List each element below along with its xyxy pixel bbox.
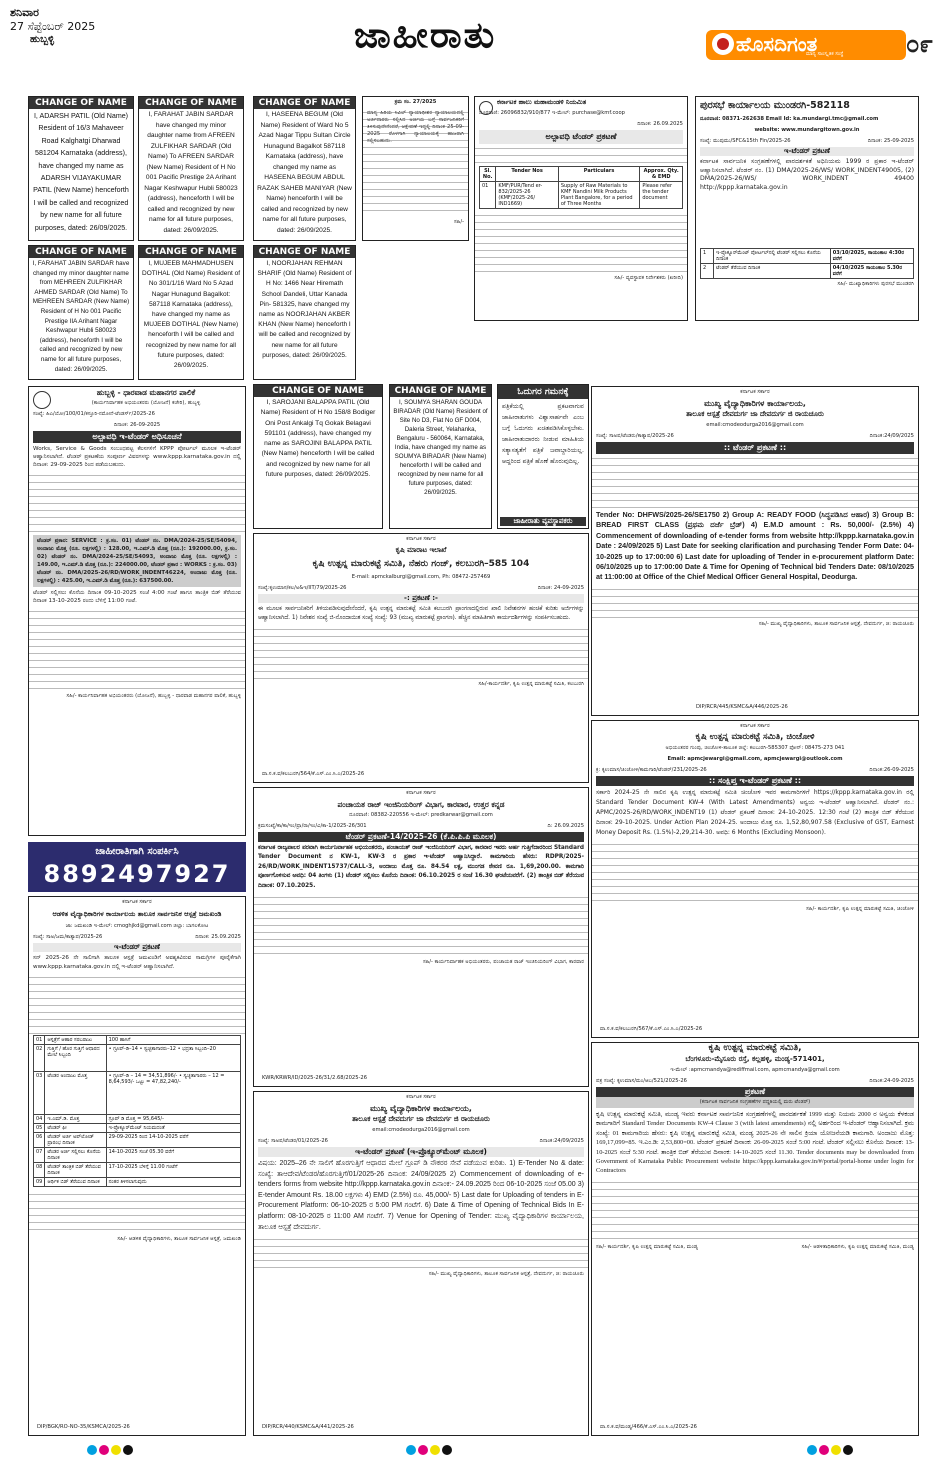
notice-date: ದಿ: 26.09.2025 [547, 823, 584, 829]
office-title2: ಕೃಷಿ ಉತ್ಪನ್ನ ಮಾರುಕಟ್ಟೆ ಸಮಿತಿ, ನೆಹರು ಗಂಜ್, ಕಲಬುರಗಿ–585 104 [312, 559, 530, 569]
cell: KMF/PUR/Tend er-832/2025-26 (KMF/2025-26/ IND1669) [496, 182, 558, 209]
hdmc-sub: (ಕಾರ್ಯನಿರ್ವಾಹಕ ಅಭಿಯಂತರರು (ಯೋಜನೆ) ಕಚೇರಿ), ಹುಬ್ಬಳ್ಳಿ [91, 400, 201, 406]
kmf-table [479, 166, 683, 209]
office-title2: ಬೆಂಗಳೂರು-ಮೈಸೂರು ರಸ್ತೆ, ಕಲ್ಲಹಳ್ಳಿ, ಮಂಡ್ಯ-571401, [685, 1055, 825, 1063]
hdmc-tail: ಟೆಂಡರ್ ಸಲ್ಲಿಸಲು ಕೊನೆಯ ದಿನಾಂಕ 09-10-2025 ಸಂಜೆ 4:00 ಗಂಟೆ ಹಾಗೂ ತಾಂತ್ರಿಕ ಬಿಡ್ ತೆರೆಯುವ ದಿನಾಂಕ 13-10-2025 ರಂದು ಬೆಳಿಗ್ಗೆ 11:00 ಗಂಟೆ. [33, 590, 241, 604]
office-title: ಕೃಷಿ ಮಾರಾಟ ಇಲಾಖೆ [395, 546, 447, 554]
cell: 06 [34, 1133, 45, 1148]
ad-body: I, SOUMYA SHARAN GOUDA BIRADAR (Old Name) Resident of Site No D3, Flat No GF D004, Daleria Street, Yelahanka, Bengaluru - 560064, Karnataka, India, have changed my name as SOUMYA BIRADAR (New Name) henceforth I will be called and recognized by new name for all future purposes, dated: 26/09/2025. [393, 399, 488, 496]
office-title: ಕೃಷಿ ಉತ್ಪನ್ನ ಮಾರುಕಟ್ಟೆ ಸಮಿತಿ, ಚಿಂಚೋಳಿ [695, 732, 815, 742]
ad-body: I, SAROJANI BALAPPA PATIL (Old Name) Resident of H No 158/8 Bodiger Oni Post Ankalgi Tq Gokak Belagavi 591101 (address), have changed my name as SAROJINI BALAPPA PATIL (New Name) henceforth I will be called and recognized by new name for all future purposes, dated: 26/09/2025. [260, 399, 376, 479]
mundargi-tender-notice [695, 96, 919, 321]
chincholi-apmc-notice [591, 720, 919, 1038]
masthead [0, 0, 945, 96]
brand-logo [706, 30, 906, 60]
kmf-contact: ದೂರವಾಣಿ: 26096832/910/877 ಇ-ಮೇಲ್: purchase@kmf.coop [479, 110, 625, 116]
hdmc-org: ಹುಬ್ಬಳ್ಳಿ - ಧಾರವಾಡ ಮಹಾನಗರ ಪಾಲಿಕೆ [96, 388, 196, 397]
name-change-ad [253, 245, 356, 380]
name-change-ad [253, 96, 356, 241]
name-change-ad [253, 384, 383, 529]
color-registration-marks [405, 1440, 453, 1459]
cell: ಗುತ್ತಿಗೆ / ಹೊರ ಗುತ್ತಿಗೆ ಆಧಾರದ ಮೇಲೆ ಸಿಬ್ಬಂದಿ [45, 1045, 106, 1072]
notice-body: Tender No: DHFWS/2025-26/SE1750 2) Group A: READY FOOD (ಸಿದ್ಧಪಡಿಸಿದ ಆಹಾರ) 3) Group B: BREAD FIRST CLASS (ಪ್ರಥಮ ದರ್ಜೆ ಬ್ರೆಡ್) 4) E.M.D amount : Rs. 50,000/- (2.5%) 4) Commencement of downloading of e-tender forms from website http://kppp.karnataka.gov.in Date : 24/09/2025 5) Last Date for seeking clarification and purchasing Tender Form Date: 04-10-2025 up to 17:00:00 6) Last date for uploading of Tender in e-procurement platform Date: 06/10/2025 up to 17:00:00 Date & Time for Opening of Technical bid Tenders Date: 08/10/2025 at 11:00:00 at Office of the Chief Medical Officer General Hospital, Deodurga. [596, 510, 914, 582]
table-row: 2 ಟೆಂಡರ್ ತೆರೆಯುವ ದಿನಾಂಕ 04/10/2025 ಸಾಯಂಕಾಲ 5.30ರ ವರೆಗೆ [701, 264, 914, 279]
hdmc-date: ದಿನಾಂಕ: 26-09-2025 [113, 422, 161, 428]
notice-date: ದಿನಾಂಕ:24/09/2025 [869, 433, 914, 439]
brand-name: ಹೊಸದಿಗಂತ [736, 32, 818, 56]
col-header: Approx. Qty. & EMD [640, 167, 683, 182]
notice-subtitle2: (ಕರ್ನಾಟಕ ಸಾರ್ವಜನಿಕ ಸಂಗ್ರಹಣೆಗಳ ಪದ್ಧತಿಯಲ್ಲಿ ಮರು ಟೆಂಡರ್) [596, 1097, 914, 1108]
name-change-ad [389, 384, 492, 529]
cell: Supply of Raw Materials to KMF Nandini Milk Products Plant Bangalore, for a period of Three Months [558, 182, 640, 209]
table-row [480, 182, 683, 209]
cell: 04/10/2025 ಸಾಯಂಕಾಲ 5.30ರ ವರೆಗೆ [830, 264, 913, 279]
office-email: email:cmodeodurga2016@gmail.com [372, 1127, 470, 1133]
gov-label: ಕರ್ನಾಟಕ ಸರ್ಕಾರ [740, 723, 770, 729]
cell: 01 [480, 182, 496, 209]
cell: 03/10/2025, ಸಾಯಂಕಾಲ 4:30ರ ವರೆಗೆ [830, 249, 913, 264]
office-title2: ತಾಲೂಕ ಆಸ್ಪತ್ರೆ ದೇವದುರ್ಗ ಜಾ ದೇವದುರ್ಗ ಜಿ ರಾಯಚೂರು [686, 410, 824, 418]
cell: ಟೆಂಡರ್ ತಾಂತ್ರಿಕ ಬಿಡ್ ತೆರೆಯುವ ದಿನಾಂಕ [45, 1163, 106, 1178]
hdmc-grey-box: ಟೆಂಡರ್ ಪ್ರಕಾರ: SERVICE : ಕ್ರ.ಸಂ. 01) ಟೆಂಡರ್ ನಂ. DMA/2024-25/SE/54094, ಅಂದಾಜು ಮೊತ್ತ (ರೂ. ಲಕ್ಷಗಳಲ್ಲಿ) : 128.00, ಇ.ಎಮ್.ಡಿ ಮೊತ್ತ (ರೂ.): 192000.00, ಕ್ರ.ಸಂ. 02) ಟೆಂಡರ್ ನಂ. DMA/2024-25/SE/54093, ಅಂದಾಜು ಮೊತ್ತ (ರೂ. ಲಕ್ಷಗಳಲ್ಲಿ) : 149.00, ಇ.ಎಮ್.ಡಿ ಮೊತ್ತ (ರೂ.): 224000.00, ಟೆಂಡರ್ ಪ್ರಕಾರ : WORKS : ಕ್ರ.ಸಂ. 03) ಟೆಂಡರ್ ನಂ. DMA/2025-26/RD/WORK_INDENT46224, ಅಂದಾಜು ಮೊತ್ತ (ರೂ. ಲಕ್ಷಗಳಲ್ಲಿ) : 425.00, ಇ.ಎಮ್.ಡಿ ಮೊತ್ತ (ರೂ.): 637500.00. [33, 535, 241, 587]
cell: • ಗ್ರೂಪ್-ಡಿ–14 • ಸ್ವಚ್ಛತಾಗಾರರು–12 • ಭದ್ರತಾ ಸಿಬ್ಬಂದಿ–20 [106, 1045, 240, 1072]
name-change-ad [28, 245, 134, 380]
gov-label: ಕರ್ನಾಟಕ ಸರ್ಕಾರ [406, 536, 436, 542]
sun-icon [712, 33, 734, 55]
mundargi-subtitle: ಇ-ಟೆಂಡರ್ ಪ್ರಕಟಣೆ [700, 147, 914, 156]
col-header: Sl. No. [480, 167, 496, 182]
notice-code: ವಾ.ಸ.ಕ.ವ/ಕಲಬುರಗಿ/564/ಕೆ.ಎಸ್.ಎಂ.ಸಿ.ಎ/2025-26 [262, 771, 365, 777]
hdmc-footer: ಸಹಿ/- ಕಾರ್ಯನಿರ್ವಾಹಕ ಅಭಿಯಂತರರು (ಯೋಜನೆ), ಹುಬ್ಬಳ್ಳಿ - ಧಾರವಾಡ ಮಹಾನಗರ ಪಾಲಿಕೆ, ಹುಬ್ಬಳ್ಳಿ [66, 693, 241, 699]
table-row: 1 ಇ-ಪ್ರೊಕ್ಯೂರ್‌ಮೆಂಟ್ ಪೋರ್ಟಲ್‌ನಲ್ಲಿ ಟೆಂಡರ್ ಸಲ್ಲಿಸಲು ಕೊನೆಯ ದಿನಾಂಕ 03/10/2025, ಸಾಯಂಕಾಲ 4:30ರ ವರೆಗೆ [701, 249, 914, 264]
notice-footer: ಸಹಿ/- ಕಾರ್ಯದರ್ಶಿ, ಕೃಷಿ ಉತ್ಪನ್ನ ಮಾರುಕಟ್ಟೆ ಸಮಿತಿ, ಚಿಂಚೋಳಿ [806, 906, 914, 912]
notice-date: ದಿನಾಂಕ:24/09/2025 [539, 1138, 584, 1144]
notice-footer-left: ಸಹಿ/- ಕಾರ್ಯದರ್ಶಿ, ಕೃಷಿ ಉತ್ಪನ್ನ ಮಾರುಕಟ್ಟೆ ಸಮಿತಿ, ಮಂಡ್ಯ [596, 1243, 698, 1250]
hdmc-tender-notice [28, 386, 246, 836]
notice-date: ದಿನಾಂಕ:24-09-2025 [869, 1078, 914, 1084]
notice-code: DIP/BGK/RO-NO-35/KSMCA/2025-26 [37, 1424, 130, 1430]
office-title: ಮುಖ್ಯ ವೈದ್ಯಾಧಿಕಾರಿಗಳ ಕಾರ್ಯಾಲಯ, [704, 399, 806, 408]
office-contact: ದೂರವಾಣಿ: 08382-220556 ಇ-ಮೇಲ್: predkarwar@gmail.com [349, 812, 493, 818]
hdmc-ref: ಸಂಖ್ಯೆ: ಹಿಎ/ಯೋ/100/01/ಕಸ್ತೂರಿ-ನಮೋನೆ-ಟೆಂಡರ್ಸ್/2025-26 [33, 411, 155, 417]
table-row [34, 1072, 241, 1115]
cell: Please refer the tender document [640, 182, 683, 209]
cell: 05 [34, 1124, 45, 1133]
ad-title: CHANGE OF NAME [139, 97, 243, 109]
notice-ref: ಸಂಖ್ಯೆ: ಸಾಅ/ಜಮ/ಕಾತ್ಯಾಪ/2025-26 [33, 934, 103, 940]
notice-subtitle: :: ಸಂಕ್ಷಿಪ್ತ ಇ-ಟೆಂಡರ್ ಪ್ರಕಟಣೆ :: [596, 776, 914, 786]
readers-body: ಪತ್ರಿಕೆಯಲ್ಲಿ ಪ್ರಕಟವಾಗುವ ಜಾಹೀರಾತುಗಳು ವಿಶ್ವಾಸಾರ್ಹವೇ ಎಂಬ ಬಗ್ಗೆ ಓದುಗರು ಖಚಿತಪಡಿಸಿಕೊಳ್ಳಬೇಕು. ಜಾಹೀರಾತುದಾರರು ನೀಡುವ ಮಾಹಿತಿಯ ಸತ್ಯಾಸತ್ಯತೆಗೆ ಪತ್ರಿಕೆ ಜವಾಬ್ದಾರಿಯಲ್ಲ. ಆದ್ದರಿಂದ ಪತ್ರಿಕೆ ಹೊಣೆ ಹೊರುವುದಿಲ್ಲ. [502, 403, 584, 465]
header-date: 27 ಸೆಪ್ಟೆಂಬರ್ 2025 [10, 20, 96, 33]
notice-ref: ಕ್ರಮಸಂಖ್ಯೆ/ಕಾ/ಕಾ/ಇಂ/ಪ್ರಾ/ರಾ/ಇಂ/ವಿ/ಕಾ-1/2025-26/301 [258, 823, 367, 829]
mundargi-footer: ಸಹಿ/- ಮುಖ್ಯಾಧಿಕಾರಿಗಳು ಪುರಸಭೆ ಮುಂಡರಗಿ [837, 281, 914, 287]
deodurga-tender-notice [591, 386, 919, 716]
cell: 04 [34, 1115, 45, 1124]
kmf-title: ಅಲ್ಪಾವಧಿ ಟೆಂಡರ್ ಪ್ರಕಟಣೆ [479, 130, 683, 144]
ad-body: I, ADARSH PATIL (Old Name) Resident of 16/3 Mahaveer Road Kalghatgi Dharwad 581204 Karnataka (address), have changed my name as ADARSH VIJAYAKUMAR PATIL (New Name) henceforth I will be called and recognized by new name for all future purposes, dated: 26/09/2025. [33, 112, 129, 232]
hdmc-title: ಅಲ್ಪಾವಧಿ ಇ-ಟೆಂಡರ್ ಅಧಿಸೂಚನೆ [33, 431, 241, 443]
notice-signature: ಸಹಿ/- [454, 219, 464, 225]
ad-title: CHANGE OF NAME [254, 385, 382, 397]
ad-body: I, FARAHAT JABIN SARDAR have changed my minor daughter name from MEHREEN ZULFIKHAR AHMED SARDAR (Old Name) To MEHREEN SARDAR (New Name) Resident of H No 001 Pacific Prestige IIA Arihant Nagar Keshwapur Hubli 580023 (address), henceforth I will be called and recognized by new name for all future purposes, dated: 26/09/2025. [32, 260, 130, 373]
office-email: ಇ-ಮೇಲ್ :apmcmandya@rediffmail.com, apmcmandya@gmail.com [670, 1067, 840, 1073]
office-email: Email: apmcjewargi@gmail.com, apmcjewargi@outlook.com [667, 756, 843, 762]
notice-ref: ಕ್ರಮ ಸಂ. 27/2025 [394, 99, 437, 105]
cell: ನಂತರ ತಿಳಿಸಲಾಗುವುದು [106, 1178, 240, 1187]
cell: ಟೆಂಡರ ಅಂದಾಜು ಮೊತ್ತ [45, 1072, 106, 1115]
ad-body: I, FARAHAT JABIN SARDAR have changed my minor daughter name from AFREEN ZULFIKHAR SARDAR (Old Name) To AFREEN SARDAR (New Name) Resident of H No 001 Pacific Prestige 2A Arihant Nagar Keshwapur Hubli 580023 (address), henceforth I will be called and recognized by new name for all future purposes, dated: 26/09/2025. [144, 111, 238, 234]
notice-ref: ಸಂಖ್ಯೆ:ಕೃಉಮಾಸ/ಕಲ/ಅ&ಇ/IIT/79/2025-26 [258, 585, 347, 591]
office-email: email:cmodeodurga2016@gmail.com [706, 422, 804, 428]
kmf-logo-icon [479, 101, 493, 115]
cell: 03 [34, 1072, 45, 1115]
cell: ಇ.ಎಮ್.ಡಿ. ಮೊತ್ತ [45, 1115, 106, 1124]
table-row [34, 1178, 241, 1187]
brand-tagline: ಮಾನ್ಯ ಸಾಂಸ್ಕೃತಿಕ ಸಂಸ್ಥೆ [806, 51, 844, 57]
notice-footer: ಸಹಿ/- ಮುಖ್ಯ ವೈದ್ಯಾಧಿಕಾರಿಗಳು, ತಾಲೂಕ ಸಾರ್ವಜನಿಕ ಆಸ್ಪತ್ರೆ, ದೇವದುರ್ಗ, ಜಿ: ರಾಯಚೂರು [758, 620, 914, 627]
cell: 17-10-2025 ಬೆಳಿಗ್ಗೆ 11.00 ಗಂಟೆಗೆ [106, 1163, 240, 1178]
color-registration-marks [806, 1440, 854, 1459]
gov-label: ಕರ್ನಾಟಕ ಸರ್ಕಾರ [406, 1094, 436, 1100]
mundargi-date: ದಿನಾಂಕ: 25-09-2025 [867, 138, 914, 144]
office-title: ಕೃಷಿ ಉತ್ಪನ್ನ ಮಾರುಕಟ್ಟೆ ಸಮಿತಿ, [708, 1043, 802, 1053]
notice-body: ಕೃಷಿ ಉತ್ಪನ್ನ ಮಾರುಕಟ್ಟೆ ಸಮಿತಿ, ಮಂಡ್ಯ ಇವರು ಕರ್ನಾಟಕ ಸಾರ್ವಜನಿಕ ಸಂಗ್ರಹಣೆಗಳಲ್ಲಿ ಪಾರದರ್ಶಕತೆ 1999 ಮತ್ತು ನಿಯಮ 2000 ರ ಅನ್ವಯ ಕೆಳಕಂಡ ಕಾಮಗಾರಿಗೆ Standard Tender Documents KW-4 Clause 3 (with latest amendments) ನಲ್ಲಿ ಅರ್ಹರಿಂದ ಇ-ಟೆಂಡರ್ ಆಹ್ವಾನಿಸಲಾಗಿದೆ. ಕ್ರಮ ಸಂಖ್ಯೆ: 01 ಕಾಮಗಾರಿಯ ಹೆಸರು: ಕೃಷಿ ಉತ್ಪನ್ನ ಮಾರುಕಟ್ಟೆ ಸಮಿತಿ, ಮಂಡ್ಯ 2025-26 ನೇ ಸಾಲಿನ ಕ್ರಿಯಾ ಯೋಜನೆಯಡಿ ಕಾಮಗಾರಿ. ಅಂದಾಜು ಮೊತ್ತ: 169,17,099=85. ಇ.ಎಂ.ಡಿ: 2,53,800=00. ಟೆಂಡರ್ ಪ್ರಕಟಣೆ ದಿನಾಂಕ: 26-09-2025 ಸಂಜೆ 5:00 ಗಂಟೆ. ಟೆಂಡರ್ ಸಲ್ಲಿಸಲು ಕೊನೆಯ ದಿನಾಂಕ: 13-10-2025 ಸಂಜೆ 5:30 ಗಂಟೆ. ತಾಂತ್ರಿಕ ಬಿಡ್ ತೆರೆಯುವ ದಿನಾಂಕ: 14-10-2025 ಸಂಜೆ 11.30. Tender documents may be downloaded from Government of Karnataka Public Procurement website https://kppp.karnataka.gov.in/#/portal/portal-home under login for Contractors [596, 1111, 914, 1175]
ad-title: CHANGE OF NAME [29, 97, 133, 109]
cell: ಇ-ಪ್ರೊಕ್ಯೂರ್‌ಮೆಂಟ್ ಪೋರ್ಟಲ್‌ನಲ್ಲಿ ಟೆಂಡರ್ ಸಲ್ಲಿಸಲು ಕೊನೆಯ ದಿನಾಂಕ [714, 249, 831, 264]
name-change-ad [28, 96, 134, 241]
mundargi-ref: ಸಂಖ್ಯೆ: ಮುಪುಮು/SFC&15th Fin/2025-26 [700, 138, 791, 144]
notice-ref: ಸಂಖ್ಯೆ: ಸಾಅಪ/ಟೆಂಡರ/01/2025-26 [258, 1138, 328, 1144]
gov-label: ಕರ್ನಾಟಕ ಸರ್ಕಾರ [122, 899, 152, 905]
readers-title: ಓದುಗರ ಗಮನಕ್ಕೆ [498, 385, 588, 399]
notice-date: ದಿನಾಂಕ: 25.09.2025 [195, 934, 241, 940]
notice-subtitle: ಟೆಂಡರ್ ಪ್ರಕಟಣೆ-14/2025-26 (ಕೆ.ಪಿ.ಪಿ.ಪಿ ಮೂಲಕ) [258, 832, 584, 842]
table-row [34, 1115, 241, 1124]
cell: ಟೆಂಡರ ಅರ್ಜಿ ಸಲ್ಲಿಸಲು ಕೊನೆಯ ದಿನಾಂಕ [45, 1148, 106, 1163]
deodurga-outsourcing-notice [253, 1091, 589, 1436]
office-title: ಪಂಚಾಯತ ರಾಜ್ ಇಂಜಿನಿಯರಿಂಗ್ ವಿಭಾಗ, ಕಾರವಾರ, ಉತ್ತರ ಕನ್ನಡ [337, 800, 505, 809]
readers-notice [497, 384, 589, 529]
court-notice [362, 96, 469, 241]
notice-ref: ಪತ್ರ ಸಂಖ್ಯೆ: ಕೃಉಮಾಸ/ಮಂ/ಆಬ/521/2025-26 [596, 1078, 687, 1084]
notice-body: ಈ ಮೂಲಕ ಸಾರ್ವಜನಿಕರಿಗೆ ತಿಳಿಯಪಡಿಸುವುದೇನೆಂದರೆ, ಕೃಷಿ ಉತ್ಪನ್ನ ಮಾರುಕಟ್ಟೆ ಸಮಿತಿ ಕಲಬುರಗಿ ಪ್ರಾಂಗಣದಲ್ಲಿರುವ ಖಾಲಿ ನಿವೇಶನಗಳ ಹಂಚಿಕೆ ಕುರಿತು ಅರ್ಜಿಗಳನ್ನು ಆಹ್ವಾನಿಸಲಾಗಿದೆ. 1) ನಿವೇಶನ ಸಂಖ್ಯೆ ಜಿ-ನೊಂದಾಯಿತ ಸಂಖ್ಯೆ ಸಂಖ್ಯೆ: 93 (ಮುಖ್ಯ ಮಾರುಕಟ್ಟೆ ಪ್ರಾಂಗಣ). ಹೆಚ್ಚಿನ ಮಾಹಿತಿಗಾಗಿ ಕಾರ್ಯದರ್ಶಿಗಳನ್ನು ಸಂಪರ್ಕಿಸಬಹುದು. [258, 606, 584, 621]
advert-contact-banner [28, 842, 246, 892]
notice-body: ಸರ್ಕಾರಿ 2024-25 ನೇ ಸಾಲಿನ ಕೃಷಿ ಉತ್ಪನ್ನ ಮಾರುಕಟ್ಟೆ ಸಮಿತಿ ಚಿಂಚೋಳಿ ಇವರ ಕಾಮಗಾರಿಗಳಿಗೆ https://kppp.karnataka.gov.in ರಲ್ಲಿ Standard Tender Document KW-4 (With Latest Amendments) ಅನ್ವಯ ಇ-ಟೆಂಡರ್ ಆಹ್ವಾನಿಸಲಾಗಿದೆ. ಟೆಂಡರ್ ನಂ.: APMC/2025-26/RD/WORK_INDENT19 (1) ಟೆಂಡರ್ ಪ್ರಕಟಣೆ ದಿನಾಂಕ: 24-10-2025. 12:30 ಗಂಟೆ (2) ತಾಂತ್ರಿಕ ಬಿಡ್ ತೆರೆಯುವ ದಿನಾಂಕ: 29-10-2025. Under Action Plan 2024-25. ಅಂದಾಜು ಮೊತ್ತ ರೂ. 1,52,80,907.58 (Exclusive of GST, Earnest Money Deposit Rs. (1.5%)-2,29,214-30. ಅವಧಿ: 6 Months (Excluding Monsoon). [596, 789, 914, 836]
cell: 07 [34, 1148, 45, 1163]
cell: ಗ್ರೂಪ್ ಡಿ ಮೊತ್ತ = 95,645/- [106, 1115, 240, 1124]
notice-footer: ಸಹಿ/- ಕಾರ್ಯನಿರ್ವಾಹಕ ಅಭಿಯಂತರರು, ಪಂಚಾಯತ ರಾಜ್ ಇಂಜಿನಿಯರಿಂಗ್ ವಿಭಾಗ, ಕಾರವಾರ [422, 959, 584, 966]
mundargi-dates-table [700, 248, 914, 279]
cell: ಟೆಂಡರ್ ತೆರೆಯುವ ದಿನಾಂಕ [714, 264, 831, 279]
notice-subtitle: :: ಟೆಂಡರ್ ಪ್ರಕಟಣೆ :: [596, 442, 914, 454]
cell: • ಗ್ರೂಪ್-ಡಿ – 14 = 34,51,896/- • ಸ್ವಚ್ಛತಾಗಾರರು – 12 = 8,64,593/- ಒಟ್ಟು = 47,82,240/- [106, 1072, 240, 1115]
ad-title: CHANGE OF NAME [29, 246, 133, 258]
notice-code: DIP/RCR/445/KSMC&A/446/2025-26 [696, 704, 788, 710]
notice-footer: ಸಹಿ/- ಮುಖ್ಯ ವೈದ್ಯಾಧಿಕಾರಿಗಳು, ತಾಲೂಕ ಸಾರ್ವಜನಿಕ ಆಸ್ಪತ್ರೆ, ದೇವದುರ್ಗ, ಜಿ: ರಾಯಚೂರು [428, 1271, 584, 1278]
ad-title: CHANGE OF NAME [390, 385, 491, 397]
table-row [34, 1163, 241, 1178]
mundargi-title: ಪುರಸಭೆ ಕಾರ್ಯಾಲಯ ಮುಂಡರಗಿ-582118 [700, 100, 850, 111]
contact-label: ಜಾಹೀರಾತಿಗಾಗಿ ಸಂಪರ್ಕಿಸಿ [95, 846, 179, 857]
notice-body: ಮಾನ್ಯ ಹಿರಿಯ ಸಿವಿಲ್ ನ್ಯಾಯಾಧೀಶರ ನ್ಯಾಯಾಲಯದಲ್ಲಿ ಅರ್ಜಿದಾರರು ಸಲ್ಲಿಸಿದ ಅರ್ಜಿಯ ಬಗ್ಗೆ ಸಾರ್ವಜನಿಕರಿಗೆ ತಿಳಿಸುವುದೇನೆಂದರೆ, ಆಕ್ಷೇಪಣೆ ಇದ್ದಲ್ಲಿ ದಿನಾಂಕ 25-09-2025 ರೊಳಗಾಗಿ ನ್ಯಾಯಾಲಯಕ್ಕೆ ಹಾಜರಾಗಿ ಸಲ್ಲಿಸಬಹುದು. [363, 108, 468, 217]
notice-subtitle: ಪ್ರಕಟಣೆ [596, 1087, 914, 1097]
col-header: Tender Nos [496, 167, 558, 182]
name-change-ad [138, 245, 244, 380]
karwar-pred-notice [253, 787, 589, 1087]
ad-body: I, HASEENA BEGUM (Old Name) Resident of Ward No 5 Azad Nagar Tippu Sultan Circle Hunagund Bagalkot 587118 Karnataka (address), have changed my name as HASEENA BEGUM ABDUL RAZAK SAHEB MANIYAR (New Name) henceforth I will be called and recognized by new name for all future purposes, dated: 26/09/2025. [257, 111, 352, 234]
jamakhandi-hospital-notice [28, 896, 246, 1436]
cell: ಟೆಂಡರ್ ಅರ್ಜಿ ಅಪ್‌ಲೋಡ್ ಪ್ರಾರಂಭ ದಿನಾಂಕ [45, 1133, 106, 1148]
section-title: ಜಾಹೀರಾತು [353, 15, 497, 56]
mundargi-contact: ದೂರವಾಣಿ: 08371-262638 Email Id: ka.mundargi.tmc@gmail.com [700, 116, 879, 122]
office-contact: ಅಭಿಯಂತರರ ಗುಂಪು, ಚಿಂಚೋಳಿ-ತಾಲೂಕ ಜಿಲ್ಲೆ: ಕಲಬುರಗಿ-585307 ಫೋನ್: 08475-273 041 [665, 745, 845, 751]
notice-date: ದಿನಾಂಕ:26-09-2025 [869, 767, 914, 773]
cell: ಆರ್ಥಿಕ ಬಿಡ್ ತೆರೆಯುವ ದಿನಾಂಕ [45, 1178, 106, 1187]
notice-code: DIP/RCR/440/KSMC&A/441/2025-26 [262, 1424, 354, 1430]
hdmc-body: Works, Service & Goods ಸಂಬಂಧಪಟ್ಟ ಕೆಲಸಗಳಿಗೆ KPPP ಪೋರ್ಟಲ್ ಮೂಲಕ ಇ-ಟೆಂಡರ್ ಆಹ್ವಾನಿಸಲಾಗಿದೆ. ಟೆಂಡರ್ ಪ್ರಕಟಣೆಯ ಸಂಪೂರ್ಣ ವಿವರಗಳನ್ನು www.kppp.karnataka.gov.in ದಲ್ಲಿ ದಿನಾಂಕ: 29-09-2025 ರಿಂದ ಪಡೆಯಬಹುದು. [33, 446, 241, 468]
office-title: ಮುಖ್ಯ ವೈದ್ಯಾಧಿಕಾರಿಗಳ ಕಾರ್ಯಾಲಯ, [370, 1104, 472, 1113]
kmf-date: ದಿನಾಂಕ: 26.09.2025 [637, 121, 683, 127]
notice-code: ವಾ.ಸ.ಕ.ವ/ಕಲಬುರಗಿ/567/ಕೆ.ಎಸ್.ಎಂ.ಸಿ.ಎ/2025-26 [600, 1026, 703, 1032]
notice-date: ದಿನಾಂಕ: 24-09-2025 [537, 585, 584, 591]
emblem-icon [33, 391, 51, 409]
cell: ಆಸ್ಪತ್ರೆಗೆ ಆಹಾರ ಸರಬರಾಜು [45, 1036, 106, 1045]
ad-body: I, NOORJAHAN REHMAN SHARIF (Old Name) Resident of H No: 1466 Near Hiremath School Dandeli, Uttar Kanada Pin- 581325, have changed my name as NOORJAHAN AKBER KHAN (New Name) henceforth I will be called and recognized by new name for all future purposes, dated: 26/09/2025. [257, 260, 352, 359]
notice-footer: ಸಹಿ/- ಆಡಳಿತ ವೈದ್ಯಾಧಿಕಾರಿಗಳು, ತಾಲೂಕ ಸಾರ್ವಜನಿಕ ಆಸ್ಪತ್ರೆ, ಜಮಖಂಡಿ [117, 1236, 241, 1243]
ad-body: I, MUJEEB MAHMADHUSEN DOTIHAL (Old Name) Resident of No 301/1/16 Ward No 5 Azad Nagar Hunagund Bagalkot: 587118 Karnataka (address), have changed my name as MUJEEB DOTIHAL (New Name) henceforth I will be called and recognized by new name for all future purposes, dated: 26/09/2025. [142, 260, 241, 370]
office-contact: E-mail: apmckalburgi@gmail.com, Ph: 08472-257469 [351, 574, 491, 580]
col-header: Particulars [558, 167, 640, 182]
jamakhandi-table [33, 1035, 241, 1187]
readers-footer: ಜಾಹೀರಾತು ವ್ಯವಸ್ಥಾಪಕರು [500, 517, 586, 526]
notice-footer-right: ಸಹಿ/- ಆಡಳಿತಾಧಿಕಾರಿಗಳು, ಕೃಷಿ ಉತ್ಪನ್ನ ಮಾರುಕಟ್ಟೆ ಸಮಿತಿ, ಮಂಡ್ಯ [801, 1243, 914, 1250]
notice-body: ವಿಷಯ: 2025–26 ನೇ ಸಾಲಿಗೆ ಹೊರಗುತ್ತಿಗೆ ಆಧಾರದ ಮೇಲೆ ಗ್ರೂಪ್ ಡಿ ನೌಕರರ ಸೇವೆ ಪಡೆಯುವ ಕುರಿತು. 1) E-Tender No & date: ಸಂಖ್ಯೆ: ತಾಆದೇವ/ಟೆಂಡರ/ಹೊರಗುತ್ತಿಗೆ/01/2025-26 ದಿನಾಂಕ: 24/09/2025 2) Commencement of downloading of e-tenders forms from website http://kppp.karnataka.gov.in ದಿನಾಂಕ:- 24.09.2025 ರಿಂದ 06-10-2025 ಸಂಜೆ 05.00 3) E-tender Amount Rs. 18.00 ಲಕ್ಷಗಳು 4) EMD (2.5%) ರೂ. 45,000/- 5) Last date for Uploading of tenders in E-Procurement Platform: 06-10-2025 ರ 5:00 PM ಗಂಟೆಗೆ. 6) Date & Time of Opening of Technical Bids In E-platform: 08-10-2025 ರ 11:00 AM ಗಂಟೆಗೆ. 7) Venue for Opening of Tender: ಮುಖ್ಯ ವೈದ್ಯಾಧಿಕಾರಿಗಳ ಕಾರ್ಯಾಲಯ, ತಾಲೂಕ ಆಸ್ಪತ್ರೆ ದೇವದುರ್ಗ. [258, 1160, 584, 1231]
cell: 02 [34, 1045, 45, 1072]
cell: 29-09-2025 ರಿಂದ 14-10-2025 ವರೆಗೆ [106, 1133, 240, 1148]
page-number: ೦೯ [906, 30, 933, 58]
table-row [34, 1124, 241, 1133]
gov-label: ಕರ್ನಾಟಕ ಸರ್ಕಾರ [740, 389, 770, 395]
cell: ಟೆಂಡರ್ ಫೀ [45, 1124, 106, 1133]
notice-body: ಕರ್ನಾಟಕ ರಾಜ್ಯಪಾಲರ ಪರವಾಗಿ ಕಾರ್ಯನಿರ್ವಾಹಕ ಅಭಿಯಂತರರು, ಪಂಚಾಯತ್ ರಾಜ್ ಇಂಜಿನಿಯರಿಂಗ್ ವಿಭಾಗ, ಕಾರವಾರ ಇವರು ಅರ್ಹ ಗುತ್ತಿಗೆದಾರರಿಂದ Standard Tender Document ನ KW-1, KW-3 ರ ಪ್ರಕಾರ ಇ-ಟೆಂಡರ್ ಆಹ್ವಾನಿಸಿದ್ದಾರೆ. ಕಾಮಗಾರಿಯ ಹೆಸರು: RDPR/2025-26/RD/WORK_INDENT15737/CALL-3, ಅಂದಾಜು ಮೊತ್ತ ರೂ. 84.54 ಲಕ್ಷ, ಮುಂಗಡ ಠೇವಣಿ ರೂ. 1,69,200.00. ಕಾಮಗಾರಿ ಪೂರ್ಣಗೊಳಿಸುವ ಅವಧಿ: 04 ತಿಂಗಳು (1) ಟೆಂಡರ್ ಸಲ್ಲಿಸಲು ಕೊನೆಯ ದಿನಾಂಕ: 06.10.2025 ರ ಸಂಜೆ 16.30 ಘಂಟೆಯವರೆಗೆ. (2) ತಾಂತ್ರಿಕ ಬಿಡ್ ತೆರೆಯುವ ದಿನಾಂಕ: 07.10.2025. [258, 845, 584, 889]
table-row [34, 1133, 241, 1148]
kmf-tender-notice [474, 96, 688, 321]
table-row [34, 1036, 241, 1045]
kmf-footer: ಸಹಿ/- ವ್ಯವಸ್ಥಾಪಕ ನಿರ್ದೇಶಕರು (ಖರೀದಿ) [614, 275, 683, 281]
color-registration-marks [86, 1440, 134, 1459]
header-city: ಹುಬ್ಬಳ್ಳಿ [30, 34, 55, 45]
contact-phone: 8892497927 [43, 860, 231, 888]
ad-title: CHANGE OF NAME [139, 246, 243, 258]
mandya-apmc-notice [591, 1042, 919, 1436]
notice-intro: ಸನ್ 2025-26 ನೇ ಸಾಲಿಗಾಗಿ ತಾಲೂಕ ಆಸ್ಪತ್ರೆ ಜಮಖಂಡಿಗೆ ಅವಶ್ಯಕವಿರುವ ಸಾಮಗ್ರಿಗಳ ಪೂರೈಕೆಗಾಗಿ www.kppp.karnataka.gov.in ದಲ್ಲಿ ಇ-ಟೆಂಡರ್ ಆಹ್ವಾನಿಸಲಾಗಿದೆ. [33, 955, 241, 970]
cell: ಇ-ಪ್ರೊಕ್ಯೂರ್‌ಮೆಂಟ್ ನಿಯಮದಂತೆ [106, 1124, 240, 1133]
table-row [34, 1045, 241, 1072]
mundargi-body: ಕರ್ನಾಟಕ ಸಾರ್ವಜನಿಕ ಸಂಗ್ರಹಣೆಗಳಲ್ಲಿ ಪಾರದರ್ಶಕತೆ ಅಧಿನಿಯಮ 1999 ರ ಪ್ರಕಾರ ಇ-ಟೆಂಡರ್ ಆಹ್ವಾನಿಸಲಾಗಿದೆ. ಟೆಂಡರ್ ನಂ. (1) DMA/2025-26/WS/ WORK_INDENT49005, (2) DMA/2025-26/WS/ WORK_INDENT 49400 http://kppp.karnataka.gov.in [700, 158, 914, 191]
kalaburagi-apmc-notice [253, 533, 589, 783]
notice-footer: ಸಹಿ/-ಕಾರ್ಯದರ್ಶಿ, ಕೃಷಿ ಉತ್ಪನ್ನ ಮಾರುಕಟ್ಟೆ ಸಮಿತಿ, ಕಲಬುರಗಿ [478, 681, 584, 687]
notice-ref: ಸಂಖ್ಯೆ: ಸಾಅಪ/ಟೆಂಡರು/ಕಾತ್ಯಾಪ/2025-26 [596, 433, 674, 439]
notice-code: KWR/KRWR/ID/2025-26/31/2.68/2025-26 [262, 1075, 367, 1081]
cell: 100 ಹಾಸಿಗೆ [106, 1036, 240, 1045]
notice-subtitle: -: ಪ್ರಕಟಣೆ :- [258, 594, 584, 603]
notice-code: ವಾ.ಸ.ಕ.ವ/ಮಂಡ್ಯ/466/ಕೆ.ಎಸ್.ಎಂ.ಸಿ.ಎ/2025-26 [600, 1424, 697, 1430]
name-change-ad [138, 96, 244, 241]
notice-ref: ಕ್ರ: ಕೃಉಮಾಸ/ಚಿಂಚೋಳಿ/ಕಾಮಗಾರಿ/ಟೆಂಡರ್/231/2025-26 [596, 767, 707, 773]
office-title2: ತಾಲೂಕ ಆಸ್ಪತ್ರೆ ದೇವದುರ್ಗ ಜಾ ದೇವದುರ್ಗ ಜಿ ರಾಯಚೂರು [352, 1115, 490, 1123]
gov-label: ಕರ್ನಾಟಕ ಸರ್ಕಾರ [406, 790, 436, 796]
cell: 09 [34, 1178, 45, 1187]
kmf-org: ಕರ್ನಾಟಕ ಹಾಲು ಮಹಾಮಂಡಳಿ ನಿಯಮಿತ [497, 98, 587, 106]
office-contact: ಜಾ: ಜಮಖಂಡಿ ಇ-ಮೇಲ್: cmoghjkd@gmail.com ಜಿಲ್ಲಾ: ಬಾಗಲಕೋಟ [65, 923, 209, 929]
cell: 08 [34, 1163, 45, 1178]
ad-title: CHANGE OF NAME [254, 246, 355, 258]
cell: 01 [34, 1036, 45, 1045]
mundargi-web: website: www.mundargitown.gov.in [754, 127, 860, 133]
notice-subtitle: ಇ-ಟೆಂಡರ್ ಪ್ರಕಟಣೆ (ಇ-ಪ್ರೊಕ್ಯೂರ್‌ಮೆಂಟ್ ಮೂಲಕ) [258, 1147, 584, 1157]
header-day: ಶನಿವಾರ [10, 6, 39, 19]
ad-title: CHANGE OF NAME [254, 97, 355, 109]
cell: 14-10-2025 ಸಂಜೆ 05.30 ವರೆಗೆ [106, 1148, 240, 1163]
office-title: ಆಡಳಿತ ವೈದ್ಯಾಧಿಕಾರಿಗಳ ಕಾರ್ಯಾಲಯ ತಾಲೂಕ ಸಾರ್ವಜನಿಕ ಆಸ್ಪತ್ರೆ ಜಮಖಂಡಿ [52, 910, 222, 918]
table-row [34, 1148, 241, 1163]
notice-subtitle: ಇ-ಟೆಂಡರ್ ಪ್ರಕಟಣೆ [33, 943, 241, 952]
